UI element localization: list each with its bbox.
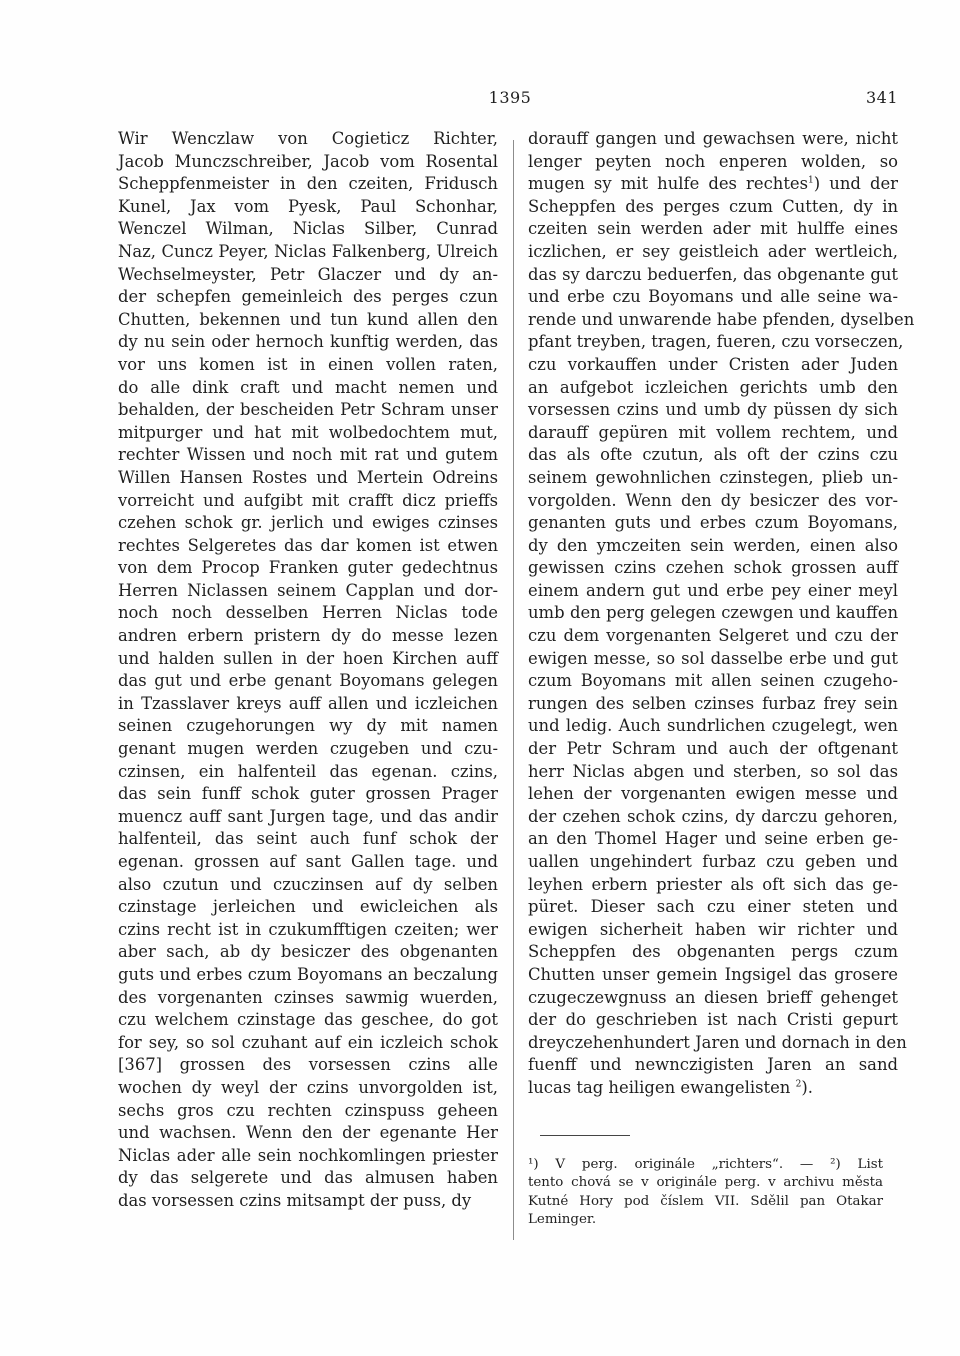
- text-line: [528, 625, 898, 648]
- text-line: [528, 399, 898, 422]
- text-line-content: halfenteil, das seint auch funf schok der: [118, 829, 498, 849]
- text-line: [528, 444, 898, 467]
- text-line: [118, 173, 498, 196]
- text-line-content: czugeczewgnuss an diesen brieff gehenget: [528, 987, 898, 1007]
- text-line: [528, 1009, 898, 1032]
- text-line: [118, 874, 498, 897]
- text-line-content: czum Boyomans mit allen seinen czugeho-: [528, 671, 898, 691]
- text-line-content: Kunel, Jax vom Pyesk, Paul Schonhar,: [118, 196, 498, 216]
- text-line: [118, 738, 498, 761]
- text-line-content: fuenff und newnczigisten Jaren an sand: [528, 1055, 898, 1075]
- text-line-content: und halden sullen in der hoen Kirchen auff: [118, 648, 498, 668]
- text-line-content: dy den ymczeiten sein werden, einen also: [528, 535, 898, 555]
- text-line: [118, 218, 498, 241]
- text-line-content: von dem Procop Franken guter gedechtnus: [118, 558, 498, 578]
- text-line-content: czu vorkauffen under Cristen ader Juden: [528, 354, 898, 374]
- text-line-content: sechs gros czu rechten czinspuss geheen: [118, 1100, 498, 1120]
- text-line: [528, 874, 898, 897]
- text-line: [528, 512, 898, 535]
- text-line-content: do alle dink craft und macht nemen und: [118, 377, 498, 397]
- text-line: [118, 241, 498, 264]
- text-line-content: Scheppfen des obgenanten pergs czum: [528, 942, 898, 962]
- text-line-content: vorgolden. Wenn den dy besiczer des vor-: [528, 490, 898, 510]
- text-line-content: czeiten sein werden ader mit hulffe eines: [528, 219, 898, 239]
- text-line-content: an aufgebot iczleichen gerichts umb den: [528, 377, 898, 397]
- text-line: [118, 896, 498, 919]
- text-line: [528, 1032, 907, 1055]
- text-line-content: Herren Niclassen seinem Capplan und dor-: [118, 580, 498, 600]
- text-line-content: genanten guts und erbes czum Boyomans,: [528, 513, 898, 533]
- text-line: [118, 670, 498, 693]
- text-line: [528, 738, 898, 761]
- text-line: [118, 535, 498, 558]
- text-line: [118, 399, 498, 422]
- text-line: [118, 331, 498, 354]
- text-line: [528, 331, 904, 354]
- text-line-content: vorreicht und aufgibt mit crafft dicz prieffs: [118, 490, 498, 510]
- text-line-content: rechtes Selgeretes das dar komen ist etwen: [118, 535, 498, 555]
- text-line-content: lenger peyten noch enperen wolden, so: [528, 151, 898, 171]
- text-line-content: noch noch desselben Herren Niclas tode: [118, 603, 498, 623]
- text-line: [528, 264, 898, 287]
- page-header: [0, 88, 960, 112]
- text-line-content: der schepfen gemeinleich des perges czun: [118, 287, 498, 307]
- text-line: [118, 715, 498, 738]
- text-line-content: Willen Hansen Rostes und Mertein Odreins: [118, 467, 498, 487]
- text-line: [528, 941, 898, 964]
- text-line-content: Kutné Hory pod číslem VII. Sdělil pan Otakar: [528, 1193, 883, 1209]
- text-line-content: Wechselmeyster, Petr Glaczer und dy an-: [118, 264, 498, 284]
- text-line-content: andren erbern pristern dy do messe lezen: [118, 626, 498, 646]
- text-line-content: Naz, Cuncz Peyer, Niclas Falkenberg, Ulreich: [118, 241, 498, 261]
- text-line-content: herr Niclas abgen und sterben, so sol das: [528, 761, 898, 781]
- text-line-content: und wachsen. Wenn den der egenante Her: [118, 1123, 498, 1143]
- text-line: [528, 715, 898, 738]
- text-line-content: pfant treyben, tragen, fueren, czu vorseczen,: [528, 332, 904, 352]
- text-line-tail: ).: [801, 1077, 813, 1097]
- text-line: [118, 1100, 498, 1123]
- text-line-content: des vorgenanten czinses sawmig wuerden,: [118, 987, 498, 1007]
- text-line: [528, 535, 898, 558]
- text-line: [118, 648, 498, 671]
- text-line-content: czu welchem czinstage das geschee, do got: [118, 1010, 498, 1030]
- text-line: [118, 693, 498, 716]
- text-line-content: czinsen, ein halfenteil das egenan. czins,: [118, 761, 498, 781]
- text-line-content: Jacob Munczschreiber, Jacob vom Rosental: [118, 151, 498, 171]
- text-line: [118, 422, 498, 445]
- text-line-content: der do geschrieben ist nach Cristi gepurt: [528, 1010, 898, 1030]
- text-line-content: behalden, der bescheiden Petr Schram unser: [118, 400, 498, 420]
- text-line-content: Chutten unser gemein Ingsigel das grosere: [528, 964, 898, 984]
- text-line-content: rechter Wissen und noch mit rat und gutem: [118, 445, 498, 465]
- text-line-content: und erbe czu Boyomans und alle seine wa-: [528, 287, 898, 307]
- text-line-content: vorsessen czins und umb dy püssen dy sich: [528, 400, 898, 420]
- text-line: [118, 286, 498, 309]
- text-line-content: seinen czugehorungen wy dy mit namen: [118, 716, 498, 736]
- text-line-content: czins recht ist in czukumfftigen czeiten; wer: [118, 919, 498, 939]
- text-line: [118, 806, 498, 829]
- text-line: [528, 580, 898, 603]
- text-line-content: das sy darczu beduerfen, das obgenante gut: [528, 264, 898, 284]
- text-line-content: rungen des selben czinses furbaz frey sein: [528, 693, 898, 713]
- text-line-content: der Petr Schram und auch der oftgenant: [528, 739, 898, 759]
- text-line: [528, 1054, 898, 1077]
- text-line: [118, 1054, 498, 1077]
- text-line: [118, 1032, 498, 1055]
- text-line: [528, 919, 898, 942]
- text-line-content: dy nu sein oder hernoch kunftig werden, das: [118, 332, 498, 352]
- text-line: [528, 783, 898, 806]
- footnote-marker: 1: [808, 175, 814, 186]
- text-line: [118, 1190, 498, 1213]
- page-number: 341: [865, 88, 898, 107]
- header-year: 1395: [488, 88, 532, 107]
- text-line: [528, 693, 898, 716]
- text-line-content: Scheppfen des perges czum Cutten, dy in: [528, 196, 898, 216]
- text-line: [528, 196, 898, 219]
- text-line-content: Chutten, bekennen und tun kund allen den: [118, 309, 498, 329]
- text-line-content: einem andern gut und erbe pey einer meyl: [528, 580, 898, 600]
- text-line-content: wochen dy weyl der czins unvorgolden ist,: [118, 1077, 498, 1097]
- text-line-content: guts und erbes czum Boyomans an beczalung: [118, 964, 498, 984]
- text-line: [118, 354, 498, 377]
- text-line: [528, 851, 898, 874]
- text-line-content: ¹) V perg. originále „richters“. — ²) List: [528, 1157, 883, 1172]
- text-line: [528, 490, 898, 513]
- text-line-content: aber sach, ab dy besiczer des obgenanten: [118, 942, 498, 962]
- left-column: [118, 128, 498, 1213]
- text-line: [528, 467, 898, 490]
- text-line-content: Leminger.: [528, 1211, 597, 1227]
- text-line: [528, 1077, 898, 1100]
- text-line-content: ewigen messe, so sol dasselbe erbe und gut: [528, 648, 898, 668]
- text-line: [118, 602, 498, 625]
- text-line: [528, 1174, 883, 1192]
- text-line: [118, 490, 498, 513]
- text-line: [528, 218, 898, 241]
- text-line: [528, 128, 898, 151]
- text-line-content: muencz auff sant Jurgen tage, und das andir: [118, 806, 498, 826]
- text-line: [528, 964, 898, 987]
- column-divider: [513, 140, 514, 1240]
- text-line-content: mugen sy mit hulfe des rechtes: [528, 174, 809, 194]
- text-line: [118, 1122, 498, 1145]
- text-line: [528, 377, 898, 400]
- text-line-content: leyhen erbern priester als oft sich das ge-: [528, 874, 898, 894]
- text-line-content: gewissen czins czehen schok grossen auff: [528, 558, 898, 578]
- text-line: [118, 557, 498, 580]
- text-line-content: und ledig. Auch sundrlichen czugelegt, wen: [528, 716, 898, 736]
- text-line-content: czinstage jerleichen und ewicleichen als: [118, 897, 498, 917]
- text-line-content: also czutun und czuczinsen auf dy selben: [118, 874, 498, 894]
- text-line-content: czehen schok gr. jerlich und ewiges czinses: [118, 513, 498, 533]
- text-line: [118, 941, 498, 964]
- text-line: [118, 580, 498, 603]
- text-line: [528, 896, 898, 919]
- text-line-content: Niclas ader alle sein nochkomlingen priester: [118, 1145, 498, 1165]
- text-line: [528, 1211, 883, 1229]
- text-line-content: dreyczehenhundert Jaren und dornach in den: [528, 1032, 907, 1052]
- footnote-rule: [540, 1135, 630, 1136]
- text-line-content: Wir Wenczlaw von Cogieticz Richter,: [118, 129, 498, 148]
- text-line: [528, 354, 898, 377]
- text-line: [528, 1193, 883, 1211]
- text-line-content: in Tzasslaver kreys auff allen und iczleichen: [118, 693, 498, 713]
- text-line-content: dorauff gangen und gewachsen were, nicht: [528, 129, 898, 148]
- text-line-content: das sein funff schok guter grossen Prager: [118, 784, 498, 804]
- text-line-content: tento chová se v originále perg. v archivu města: [528, 1175, 883, 1191]
- text-line: [528, 241, 898, 264]
- text-line: [118, 309, 498, 332]
- text-line-content: genant mugen werden czugeben und czu-: [118, 739, 498, 759]
- text-line-tail: und der: [820, 174, 898, 194]
- text-line: [528, 806, 898, 829]
- text-line-content: for sey, so sol czuhant auf ein iczleich schok: [118, 1032, 498, 1052]
- text-line: [118, 783, 498, 806]
- text-line: [118, 512, 498, 535]
- text-line: [118, 1145, 498, 1168]
- text-line: [528, 151, 898, 174]
- text-line-content: seinem gewohnlichen czinstegen, plieb un-: [528, 467, 898, 487]
- text-line-content: umb den perg gelegen czewgen und kauffen: [528, 603, 898, 623]
- footnotes: [528, 1156, 883, 1229]
- text-line-content: iczlichen, er sey geistleich ader wertleich,: [528, 241, 898, 261]
- text-line-content: darauff gepüren mit vollem rechtem, und: [528, 422, 898, 442]
- text-line: [118, 625, 498, 648]
- text-line: [528, 286, 898, 309]
- text-line: [118, 1009, 498, 1032]
- text-line-content: dy das selgerete und das almusen haben: [118, 1168, 498, 1188]
- text-line: [118, 151, 498, 174]
- text-line: [118, 1077, 498, 1100]
- text-line-content: der czehen schok czins, dy darczu gehoren,: [528, 806, 898, 826]
- text-line-content: an den Thomel Hager und seine erben ge-: [528, 829, 898, 849]
- text-line-content: das gut und erbe genant Boyomans gelegen: [118, 671, 498, 691]
- text-line-content: lehen der vorgenanten ewigen messe und: [528, 784, 898, 804]
- text-line: [118, 964, 498, 987]
- text-line: [118, 196, 498, 219]
- text-line-content: Wenczel Wilman, Niclas Silber, Cunrad: [118, 219, 498, 239]
- right-column: [528, 128, 915, 1100]
- text-line: [118, 828, 498, 851]
- text-line-content: egenan. grossen auf sant Gallen tage. und: [118, 852, 498, 871]
- text-line-content: ewigen sicherheit haben wir richter und: [528, 919, 898, 939]
- text-line: [528, 309, 915, 332]
- text-line-content: czu dem vorgenanten Selgeret und czu der: [528, 626, 898, 646]
- text-line: [118, 264, 498, 287]
- text-line: [118, 1167, 498, 1190]
- text-line: [528, 557, 898, 580]
- text-line: [528, 987, 898, 1010]
- footnote-marker: 2: [795, 1079, 802, 1090]
- text-line-content: lucas tag heiligen ewangelisten: [528, 1077, 791, 1097]
- text-line: [118, 851, 498, 874]
- text-line-content: vor uns komen ist in einen vollen raten,: [118, 354, 498, 374]
- text-line: [118, 919, 498, 942]
- text-line-content: das vorsessen czins mitsampt der puss, dy: [118, 1190, 472, 1210]
- text-line-content: püret. Dieser sach czu einer steten und: [528, 897, 898, 917]
- text-line: [528, 828, 898, 851]
- text-line-content: Scheppfenmeister in den czeiten, Fridusch: [118, 174, 498, 194]
- text-line: [528, 648, 898, 671]
- text-line: [118, 444, 498, 467]
- text-line: [118, 761, 498, 784]
- text-line: [528, 1156, 883, 1174]
- text-line: [528, 422, 898, 445]
- text-line: [528, 602, 898, 625]
- text-line: [118, 377, 498, 400]
- text-line: mugen sy mit hulfe des rechtes$^1$) und der: [528, 174, 898, 194]
- text-line: [528, 761, 898, 784]
- text-line-content: rende und unwarende habe pfenden, dyselben: [528, 309, 915, 329]
- text-line-content: [367] grossen des vorsessen czins alle: [118, 1055, 498, 1075]
- text-line-content: das als ofte czutun, als oft der czins czu: [528, 445, 898, 465]
- text-line-content: uallen ungehindert furbaz czu geben und: [528, 852, 898, 871]
- text-line: [118, 987, 498, 1010]
- text-line: [118, 128, 498, 151]
- text-line: [118, 467, 498, 490]
- text-line: [528, 670, 898, 693]
- text-line-content: mitpurger und hat mit wolbedochtem mut,: [118, 422, 498, 442]
